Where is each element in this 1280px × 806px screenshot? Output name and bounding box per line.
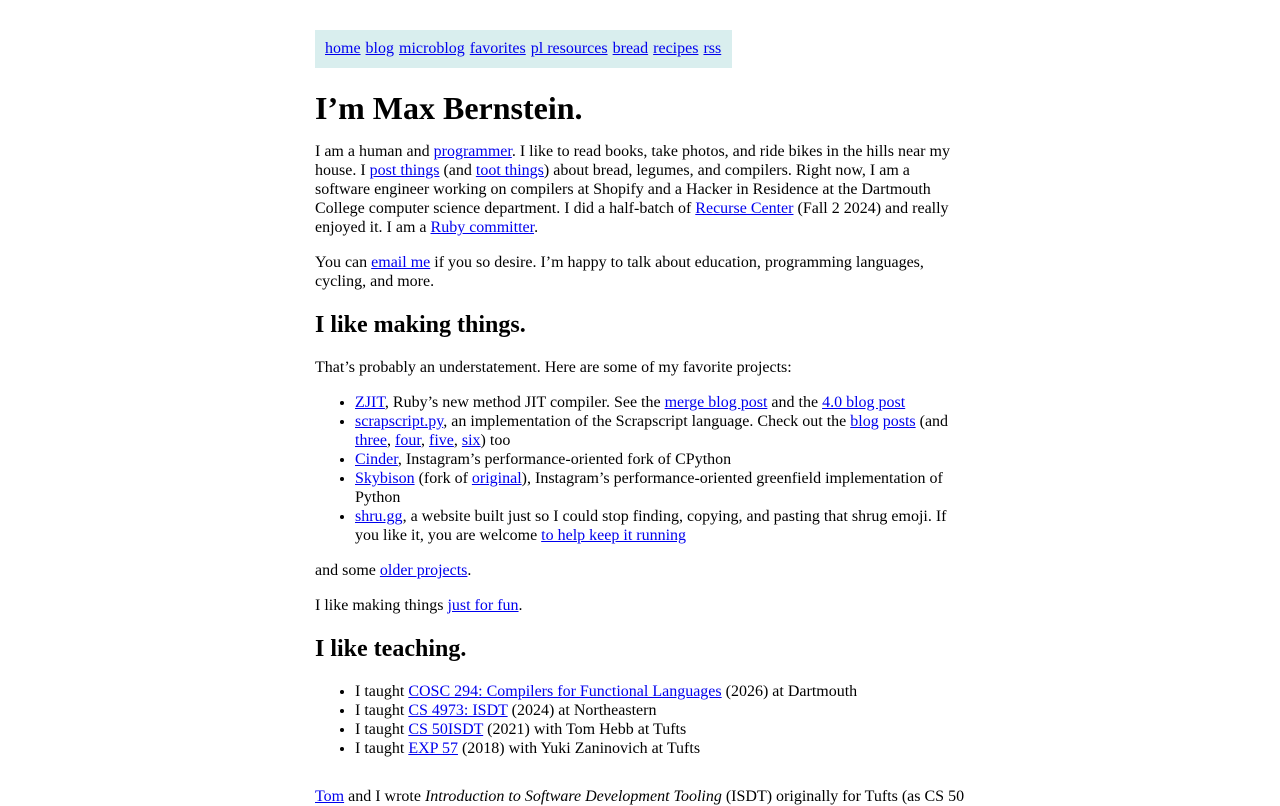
courses-list [315, 682, 965, 758]
older-text: and some [315, 562, 380, 579]
list-item [355, 507, 965, 545]
page-content [315, 30, 965, 774]
course-link[interactable]: COSC 294: Compilers for Functional Languages [408, 683, 722, 700]
separator: , [421, 432, 429, 449]
teaching-heading: I like teaching. [315, 636, 467, 662]
list-item [355, 701, 965, 720]
original-link[interactable]: original [471, 470, 522, 487]
scrap-four-link[interactable]: four [394, 432, 421, 449]
intro-paragraph [315, 142, 965, 237]
fun-text: . [518, 597, 523, 614]
intro-text: . I like to read books, take photos, and ride bikes in the hills near my house. I [315, 143, 950, 179]
recurse-center-link[interactable]: Recurse Center [695, 200, 794, 217]
nav-home-link[interactable]: home [325, 40, 361, 57]
list-item [355, 682, 965, 701]
list-item [355, 412, 965, 450]
item-text: , Instagram’s performance-oriented fork of CPython [397, 451, 732, 468]
item-text: ) too [480, 432, 511, 449]
list-item [355, 450, 965, 469]
scrap-five-link[interactable]: five [429, 432, 454, 449]
course-detail: (2026) at Dartmouth [721, 683, 858, 700]
older-text: . [467, 562, 472, 579]
course-link[interactable]: CS 4973: ISDT [408, 702, 508, 719]
scrap-posts-link[interactable]: posts [882, 413, 916, 430]
course-prefix: I taught [355, 740, 409, 757]
item-text: (and [915, 413, 949, 430]
separator: , [453, 432, 462, 449]
item-text: , a website built just so I could stop finding, copying, and pasting that shrug emoji. If you like it, you are welcome [355, 508, 947, 544]
contact-paragraph [315, 253, 965, 291]
just-for-fun-link[interactable]: just for fun [447, 597, 519, 614]
scrap-six-link[interactable]: six [461, 432, 481, 449]
shrug-link[interactable]: shru.gg [355, 508, 403, 525]
course-prefix: I taught [355, 721, 409, 738]
programmer-link[interactable]: programmer [433, 143, 512, 160]
list-item [355, 720, 965, 739]
nav-microblog-link[interactable]: microblog [399, 40, 465, 57]
item-text: ), Instagram’s performance-oriented greenfield implementation of Python [355, 470, 943, 506]
list-item [355, 393, 965, 412]
intro-text: I am a human and [315, 143, 434, 160]
nav-recipes-link[interactable]: recipes [653, 40, 699, 57]
merge-blog-post-link[interactable]: merge blog post [664, 394, 768, 411]
course-detail: (2018) with Yuki Zaninovich at Tufts [457, 740, 701, 757]
course-prefix: I taught [355, 702, 409, 719]
nav-pl-resources-link[interactable]: pl resources [530, 40, 608, 57]
projects-list [315, 393, 965, 545]
making-heading: I like making things. [315, 312, 526, 338]
skybison-link[interactable]: Skybison [355, 470, 415, 487]
isdt-paragraph [315, 787, 1275, 806]
item-text: , an implementation of the Scrapscript language. Check out the [443, 413, 851, 430]
course-detail: (2024) at Northeastern [507, 702, 657, 719]
email-me-link[interactable]: email me [371, 254, 431, 271]
older-projects-paragraph [315, 561, 965, 580]
course-link[interactable]: CS 50ISDT [408, 721, 484, 738]
fun-paragraph [315, 596, 965, 615]
list-item [355, 469, 965, 507]
nav-blog-link[interactable]: blog [365, 40, 394, 57]
item-text: , Ruby’s new method JIT compiler. See the [384, 394, 665, 411]
page-title: I’m Max Bernstein. [315, 90, 583, 126]
intro-text: . [534, 219, 539, 236]
help-keep-running-link[interactable]: to help keep it running [541, 527, 687, 544]
course-detail: (2021) with Tom Hebb at Tufts [483, 721, 687, 738]
course-prefix: I taught [355, 683, 409, 700]
zjit-link[interactable]: ZJIT [355, 394, 385, 411]
nav-bread-link[interactable]: bread [612, 40, 649, 57]
intro-text: (Fall 2 2024) and really enjoyed it. I am a [315, 200, 949, 236]
tom-link[interactable]: Tom [315, 788, 345, 805]
top-nav [315, 30, 732, 68]
item-text: and the [767, 394, 823, 411]
scrap-three-link[interactable]: three [355, 432, 387, 449]
nav-rss-link[interactable]: rss [703, 40, 722, 57]
cinder-link[interactable]: Cinder [355, 451, 398, 468]
list-item [355, 739, 965, 758]
nav-favorites-link[interactable]: favorites [469, 40, 526, 57]
contact-text: You can [315, 254, 372, 271]
toot-things-link[interactable]: toot things [475, 162, 544, 179]
book-title: Introduction to Software Development Tooling [424, 788, 722, 805]
course-link[interactable]: EXP 57 [408, 740, 458, 757]
post-things-link[interactable]: post things [369, 162, 440, 179]
ruby-committer-link[interactable]: Ruby committer [430, 219, 535, 236]
v40-blog-post-link[interactable]: 4.0 blog post [822, 394, 906, 411]
fun-text: I like making things [315, 597, 448, 614]
projects-intro: That’s probably an understatement. Here are some of my favorite projects: [315, 359, 792, 376]
intro-text: (and [439, 162, 476, 179]
isdt-text: and I wrote [344, 788, 425, 805]
scrap-blog-link[interactable]: blog [850, 413, 879, 430]
separator: , [386, 432, 395, 449]
older-projects-link[interactable]: older projects [379, 562, 468, 579]
contact-text: if you so desire. I’m happy to talk about education, programming languages, cycling, and more. [315, 254, 924, 290]
isdt-text: (ISDT) originally for Tufts (as CS 50 [721, 788, 965, 805]
item-text: (fork of [414, 470, 472, 487]
scrapscript-link[interactable]: scrapscript.py [355, 413, 444, 430]
intro-text: ) about bread, legumes, and compilers. Right now, I am a software engineer working on compilers at Shopify and a Hacker in Residence at the Dartmouth College computer science department. I did a half-batch of [315, 162, 931, 217]
